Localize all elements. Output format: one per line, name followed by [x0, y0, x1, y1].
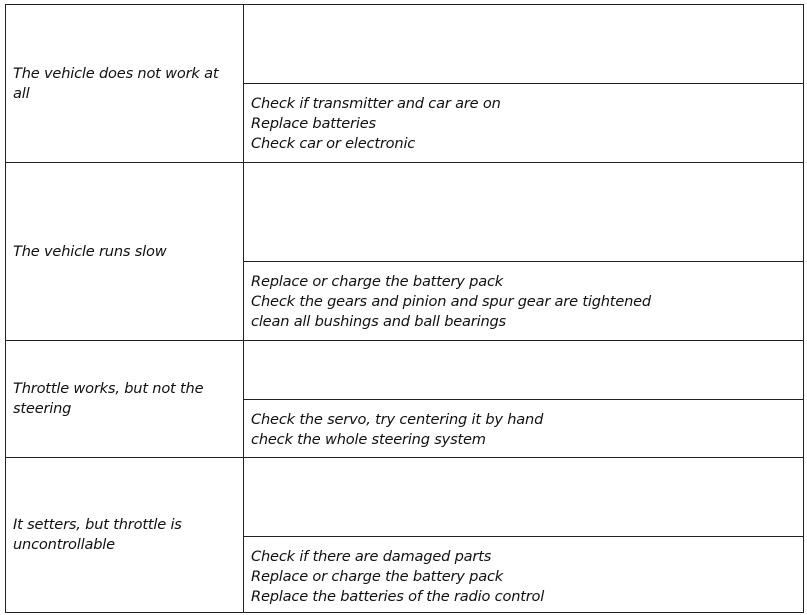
blank-cell: [244, 341, 803, 400]
problem-text: Throttle works, but not the steering: [13, 380, 204, 417]
problem-cell: [6, 5, 244, 162]
blank-cell: [244, 163, 803, 262]
table-row: [6, 341, 803, 458]
problem-text: The vehicle runs slow: [13, 242, 167, 260]
solution-cell: [244, 400, 803, 457]
problem-cell: [6, 163, 244, 340]
solution-line: Replace batteries: [251, 115, 376, 132]
solution-line: Check the gears and pinion and spur gear are tightened: [251, 293, 651, 310]
table-row: [6, 163, 803, 341]
table-row: [6, 5, 803, 163]
solution-line: Check if there are damaged parts: [251, 548, 492, 565]
blank-cell: [244, 458, 803, 537]
solution-line: Replace or charge the battery pack: [251, 568, 504, 585]
problem-cell: [6, 341, 244, 457]
solution-line: Check if transmitter and car are on: [251, 95, 501, 112]
table-row: [6, 458, 803, 612]
solution-line: check the whole steering system: [251, 431, 486, 448]
solution-line: Check the servo, try centering it by hand: [251, 411, 544, 428]
solution-line: Replace the batteries of the radio control: [251, 588, 545, 605]
problem-text: It setters, but throttle is uncontrollable: [13, 516, 182, 553]
problem-cell: [6, 458, 244, 612]
solution-line: Replace or charge the battery pack: [251, 273, 504, 290]
solution-line: clean all bushings and ball bearings: [251, 313, 506, 330]
solution-cell: [244, 84, 803, 162]
problem-text: The vehicle does not work at all: [13, 64, 219, 102]
solution-cell: [244, 537, 803, 612]
solution-line: Check car or electronic: [251, 135, 416, 152]
troubleshooting-table: [5, 4, 804, 613]
blank-cell: [244, 5, 803, 84]
solution-cell: [244, 262, 803, 340]
